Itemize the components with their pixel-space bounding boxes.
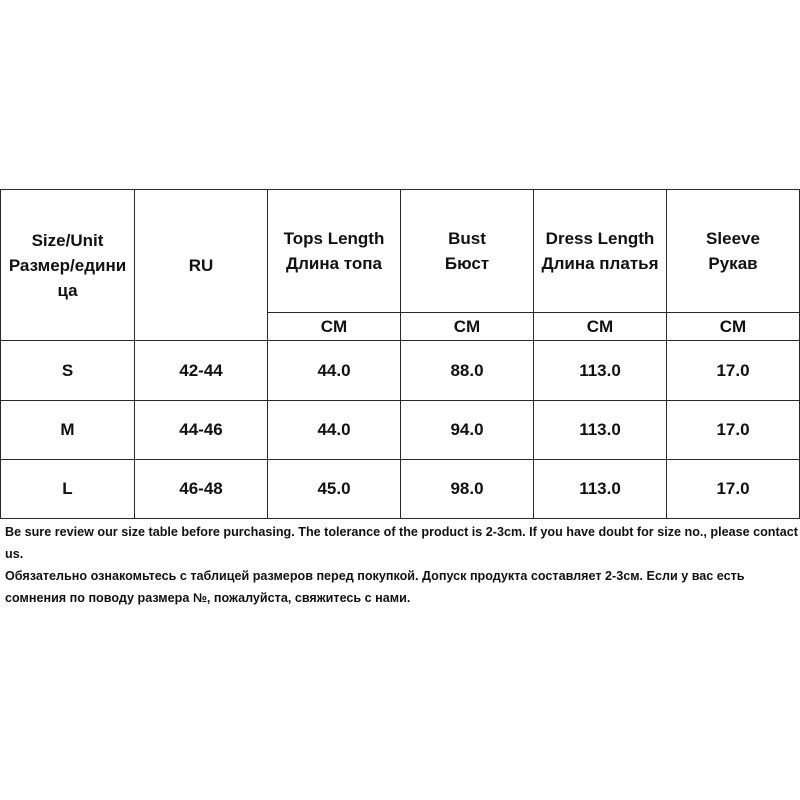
tops-length-cell: 44.0 [268, 341, 401, 400]
sleeve-header-en: Sleeve [706, 229, 760, 249]
size-cell: L [1, 459, 135, 518]
dress-length-cell: 113.0 [534, 400, 667, 459]
tops-length-cell: 44.0 [268, 400, 401, 459]
tops-length-header-ru: Длина топа [285, 254, 382, 274]
dress-length-cell: 113.0 [534, 341, 667, 400]
table-row-m [1, 400, 800, 459]
bust-header [401, 190, 534, 313]
ru-size-cell: 46-48 [135, 459, 268, 518]
table-row-s [1, 341, 800, 400]
size-unit-header-line-1: Size/Unit [31, 230, 104, 250]
unit-cell-bust: CM [401, 313, 534, 341]
dress-length-header-en: Dress Length [545, 229, 655, 249]
sleeve-cell: 17.0 [667, 400, 800, 459]
unit-cell-dress-length: CM [534, 313, 667, 341]
size-unit-header [1, 190, 135, 341]
header-row [1, 190, 800, 313]
bust-header-en: Bust [448, 229, 486, 249]
note-english: Be sure review our size table before purchasing. The tolerance of the product is 2-3cm. If you have doubt for size no., please contact us. [5, 525, 798, 561]
tops-length-cell: 45.0 [268, 459, 401, 518]
sleeve-header [667, 190, 800, 313]
size-unit-header-line-2: Размер/едини [8, 255, 127, 275]
dress-length-header [534, 190, 667, 313]
ru-size-cell: 44-46 [135, 400, 268, 459]
dress-length-header-ru: Длина платья [541, 254, 659, 274]
size-unit-header-line-3: ца [57, 280, 78, 300]
size-chart-table [0, 189, 800, 519]
note-russian: Обязательно ознакомьтесь с таблицей размеров перед покупкой. Допуск продукта составляет 2-3см. Если у вас есть сомнения по поводу размера №, пожалуйста, свяжитесь с нами. [5, 569, 745, 605]
bust-cell: 98.0 [401, 459, 534, 518]
bust-cell: 88.0 [401, 341, 534, 400]
bust-header-ru: Бюст [444, 254, 490, 274]
size-cell: S [1, 341, 135, 400]
unit-cell-sleeve: CM [667, 313, 800, 341]
table-row-l [1, 459, 800, 518]
tops-length-header-en: Tops Length [283, 229, 385, 249]
ru-size-cell: 42-44 [135, 341, 268, 400]
bust-cell: 94.0 [401, 400, 534, 459]
unit-cell-tops-length: CM [268, 313, 401, 341]
tops-length-header [268, 190, 401, 313]
sleeve-cell: 17.0 [667, 459, 800, 518]
size-notes [5, 521, 800, 609]
dress-length-cell: 113.0 [534, 459, 667, 518]
sleeve-header-ru: Рукав [708, 254, 758, 274]
sleeve-cell: 17.0 [667, 341, 800, 400]
ru-header: RU [135, 190, 268, 341]
size-cell: M [1, 400, 135, 459]
